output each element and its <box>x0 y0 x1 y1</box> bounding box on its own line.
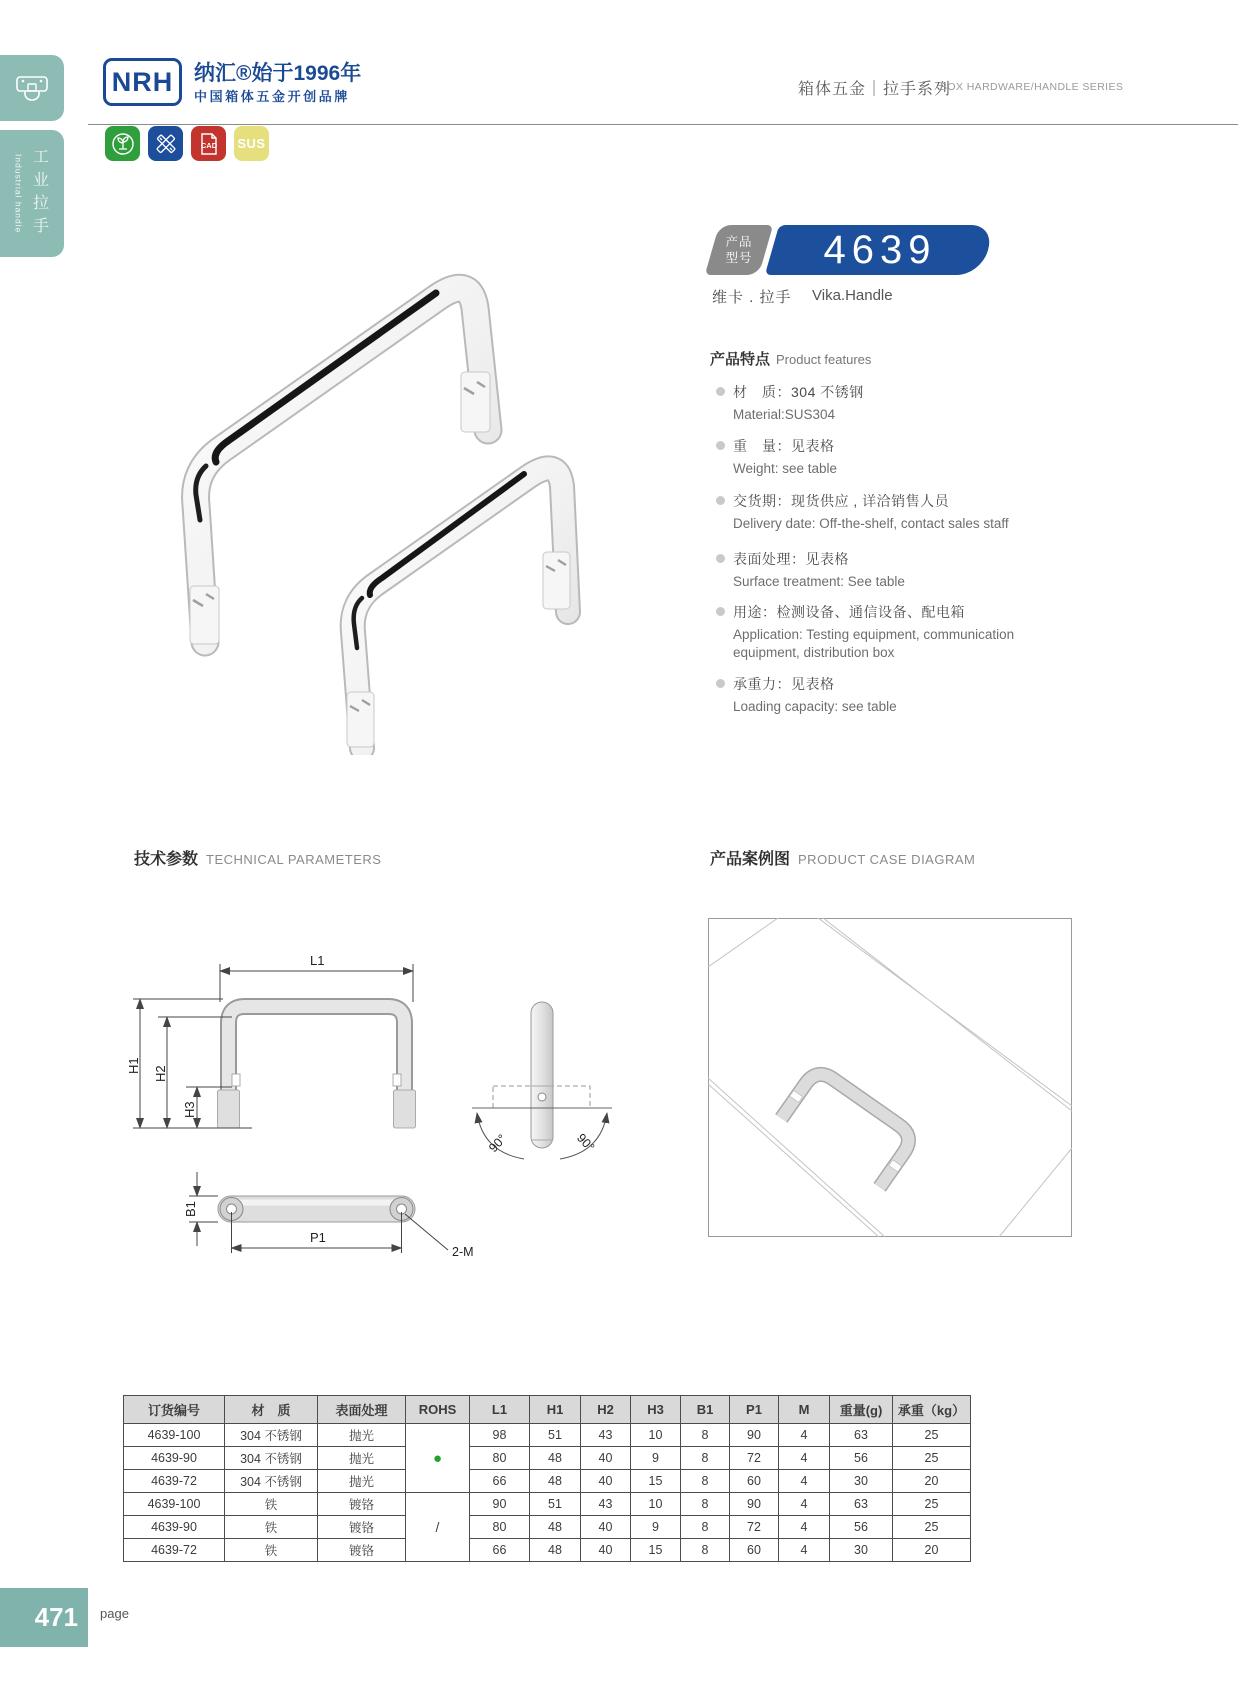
rohs-pass-dot: ● <box>406 1424 470 1493</box>
side-view <box>472 1002 612 1159</box>
table-header-cell: P1 <box>730 1396 779 1424</box>
nrh-logo: NRH <box>103 58 182 106</box>
table-header-cell: H1 <box>530 1396 581 1424</box>
dimension-lines <box>133 964 413 1128</box>
cad-icon <box>191 126 226 161</box>
table-cell: 304 不锈钢 <box>225 1447 318 1470</box>
front-view <box>218 1007 416 1129</box>
table-header-cell: M <box>779 1396 830 1424</box>
brand-subtitle: 中国箱体五金开创品牌 <box>194 89 351 104</box>
bullet-icon <box>716 496 725 505</box>
case-diagram <box>708 918 1072 1237</box>
angle-label-right: 90° <box>574 1130 598 1155</box>
table-cell: 8 <box>681 1424 730 1447</box>
table-cell: 48 <box>530 1447 581 1470</box>
header-divider <box>88 124 1238 125</box>
table-cell: 304 不锈钢 <box>225 1470 318 1493</box>
table-row <box>124 1447 971 1470</box>
top-view <box>218 1196 415 1222</box>
table-cell: 15 <box>631 1539 681 1562</box>
sidebar-label-en: Industrial handle <box>13 153 24 234</box>
table-cell: 80 <box>470 1516 530 1539</box>
table-cell: 63 <box>830 1424 893 1447</box>
table-cell: 9 <box>631 1516 681 1539</box>
table-cell: 90 <box>730 1424 779 1447</box>
table-cell: 72 <box>730 1447 779 1470</box>
dimension-label-h1: H1 <box>126 1057 141 1074</box>
product-photo <box>150 255 590 755</box>
table-row <box>124 1470 971 1493</box>
table-cell: 40 <box>581 1539 631 1562</box>
table-cell: 60 <box>730 1539 779 1562</box>
table-cell: 20 <box>893 1470 971 1493</box>
rohs-na-cell: / <box>406 1493 470 1562</box>
table-cell: 镀铬 <box>318 1539 406 1562</box>
feature-item: 用途：检测设备、通信设备、配电箱 Application: Testing equipment, communication equipment, distribution box <box>716 602 1028 662</box>
spec-table <box>123 1395 971 1562</box>
table-cell: 40 <box>581 1447 631 1470</box>
table-cell: 304 不锈钢 <box>225 1424 318 1447</box>
series-title-cn: 箱体五金｜拉手系列 <box>798 81 952 98</box>
table-cell: 90 <box>470 1493 530 1516</box>
table-cell: 8 <box>681 1516 730 1539</box>
table-cell: 40 <box>581 1470 631 1493</box>
table-cell: 铁 <box>225 1493 318 1516</box>
cert-icons-row <box>105 126 269 161</box>
table-cell: 63 <box>830 1493 893 1516</box>
dimension-label-p1: P1 <box>310 1230 326 1245</box>
table-cell: 48 <box>530 1539 581 1562</box>
sidebar-tab-category <box>0 55 64 121</box>
table-cell: 抛光 <box>318 1447 406 1470</box>
table-header-cell: B1 <box>681 1396 730 1424</box>
feature-item: 重 量：见表格 Weight: see table <box>716 436 837 478</box>
page-label: page <box>100 1606 129 1621</box>
table-cell: 8 <box>681 1539 730 1562</box>
handle-small <box>347 468 570 748</box>
page-number-badge: 471 <box>0 1588 88 1647</box>
table-header-cell: 表面处理 <box>318 1396 406 1424</box>
table-header-cell: 订货编号 <box>124 1396 225 1424</box>
table-header-cell: H3 <box>631 1396 681 1424</box>
brand-title: 纳汇®始于1996年 <box>194 62 362 85</box>
table-cell: 4639-100 <box>124 1493 225 1516</box>
table-cell: 43 <box>581 1493 631 1516</box>
table-row <box>124 1516 971 1539</box>
table-cell: 72 <box>730 1516 779 1539</box>
dimension-label-h2: H2 <box>153 1065 168 1082</box>
table-cell: 25 <box>893 1447 971 1470</box>
table-cell: 30 <box>830 1470 893 1493</box>
table-row <box>124 1493 971 1516</box>
case-diagram-heading: 产品案例图 PRODUCT CASE DIAGRAM <box>710 851 976 868</box>
table-cell: 25 <box>893 1516 971 1539</box>
table-cell: 4 <box>779 1424 830 1447</box>
table-cell: 51 <box>530 1424 581 1447</box>
case-icon <box>12 71 52 105</box>
bullet-icon <box>716 441 725 450</box>
table-cell: 8 <box>681 1470 730 1493</box>
table-cell: 镀铬 <box>318 1516 406 1539</box>
table-cell: 9 <box>631 1447 681 1470</box>
product-name-cn: 维卡 . 拉手 <box>712 289 792 306</box>
model-number-badge: 4639 <box>765 225 995 275</box>
table-cell: 4639-72 <box>124 1539 225 1562</box>
table-header-row <box>124 1396 971 1424</box>
product-name-en: Vika.Handle <box>812 287 893 304</box>
table-cell: 56 <box>830 1516 893 1539</box>
table-cell: 25 <box>893 1493 971 1516</box>
dimension-label-b1: B1 <box>183 1201 198 1217</box>
sus-icon: SUS <box>234 126 269 161</box>
table-cell: 25 <box>893 1424 971 1447</box>
angle-label-left: 90° <box>486 1131 510 1156</box>
table-cell: 10 <box>631 1424 681 1447</box>
table-header-cell: ROHS <box>406 1396 470 1424</box>
table-cell: 4 <box>779 1493 830 1516</box>
table-cell: 8 <box>681 1447 730 1470</box>
tech-params-heading: 技术参数 TECHNICAL PARAMETERS <box>134 851 382 868</box>
sidebar-label-cn: 工业拉手 <box>30 147 48 240</box>
table-cell: 4639-90 <box>124 1447 225 1470</box>
table-cell: 15 <box>631 1470 681 1493</box>
table-cell: 4 <box>779 1516 830 1539</box>
table-row <box>124 1539 971 1562</box>
table-cell: 40 <box>581 1516 631 1539</box>
table-cell: 8 <box>681 1493 730 1516</box>
design-tools-icon <box>148 126 183 161</box>
table-cell: 铁 <box>225 1516 318 1539</box>
bullet-icon <box>716 679 725 688</box>
table-cell: 56 <box>830 1447 893 1470</box>
bullet-icon <box>716 607 725 616</box>
table-cell: 30 <box>830 1539 893 1562</box>
table-cell: 4 <box>779 1539 830 1562</box>
table-cell: 51 <box>530 1493 581 1516</box>
table-cell: 43 <box>581 1424 631 1447</box>
table-cell: 抛光 <box>318 1424 406 1447</box>
table-cell: 4 <box>779 1447 830 1470</box>
dimension-label-2m: 2-M <box>452 1245 474 1259</box>
sidebar-tab-industrial-handle <box>0 130 64 257</box>
table-cell: 98 <box>470 1424 530 1447</box>
table-header-cell: 重量(g) <box>830 1396 893 1424</box>
feature-item: 表面处理：见表格 Surface treatment: See table <box>716 549 905 591</box>
table-header-cell: 承重（kg） <box>893 1396 971 1424</box>
table-header-cell: H2 <box>581 1396 631 1424</box>
table-cell: 66 <box>470 1539 530 1562</box>
table-cell: 镀铬 <box>318 1493 406 1516</box>
technical-drawing <box>100 935 680 1275</box>
feature-item: 交货期：现货供应 , 详洽销售人员 Delivery date: Off-the-shelf, contact sales staff <box>716 491 1009 533</box>
table-cell: 铁 <box>225 1539 318 1562</box>
table-cell: 66 <box>470 1470 530 1493</box>
feature-item: 承重力：见表格 Loading capacity: see table <box>716 674 897 716</box>
feature-item: 材 质：304 不锈钢 Material:SUS304 <box>716 382 864 424</box>
table-cell: 48 <box>530 1516 581 1539</box>
dimension-label-h3: H3 <box>182 1101 197 1118</box>
series-title-en: BOX HARDWARE/HANDLE SERIES <box>940 81 1124 93</box>
eco-icon <box>105 126 140 161</box>
table-cell: 60 <box>730 1470 779 1493</box>
table-cell: 4639-100 <box>124 1424 225 1447</box>
table-cell: 48 <box>530 1470 581 1493</box>
table-cell: 80 <box>470 1447 530 1470</box>
table-cell: 90 <box>730 1493 779 1516</box>
table-cell: 4 <box>779 1470 830 1493</box>
table-cell: 抛光 <box>318 1470 406 1493</box>
svg-text:CAD: CAD <box>200 140 217 150</box>
table-row <box>124 1424 971 1447</box>
table-header-cell: 材 质 <box>225 1396 318 1424</box>
table-cell: 4639-72 <box>124 1470 225 1493</box>
table-cell: 10 <box>631 1493 681 1516</box>
features-title: 产品特点 Product features <box>710 351 872 368</box>
bullet-icon <box>716 554 725 563</box>
model-label-badge: 产品 型号 <box>705 225 773 275</box>
dimension-label-l1: L1 <box>310 953 325 968</box>
table-cell: 20 <box>893 1539 971 1562</box>
table-header-cell: L1 <box>470 1396 530 1424</box>
bullet-icon <box>716 387 725 396</box>
handle-large <box>190 288 490 644</box>
table-cell: 4639-90 <box>124 1516 225 1539</box>
